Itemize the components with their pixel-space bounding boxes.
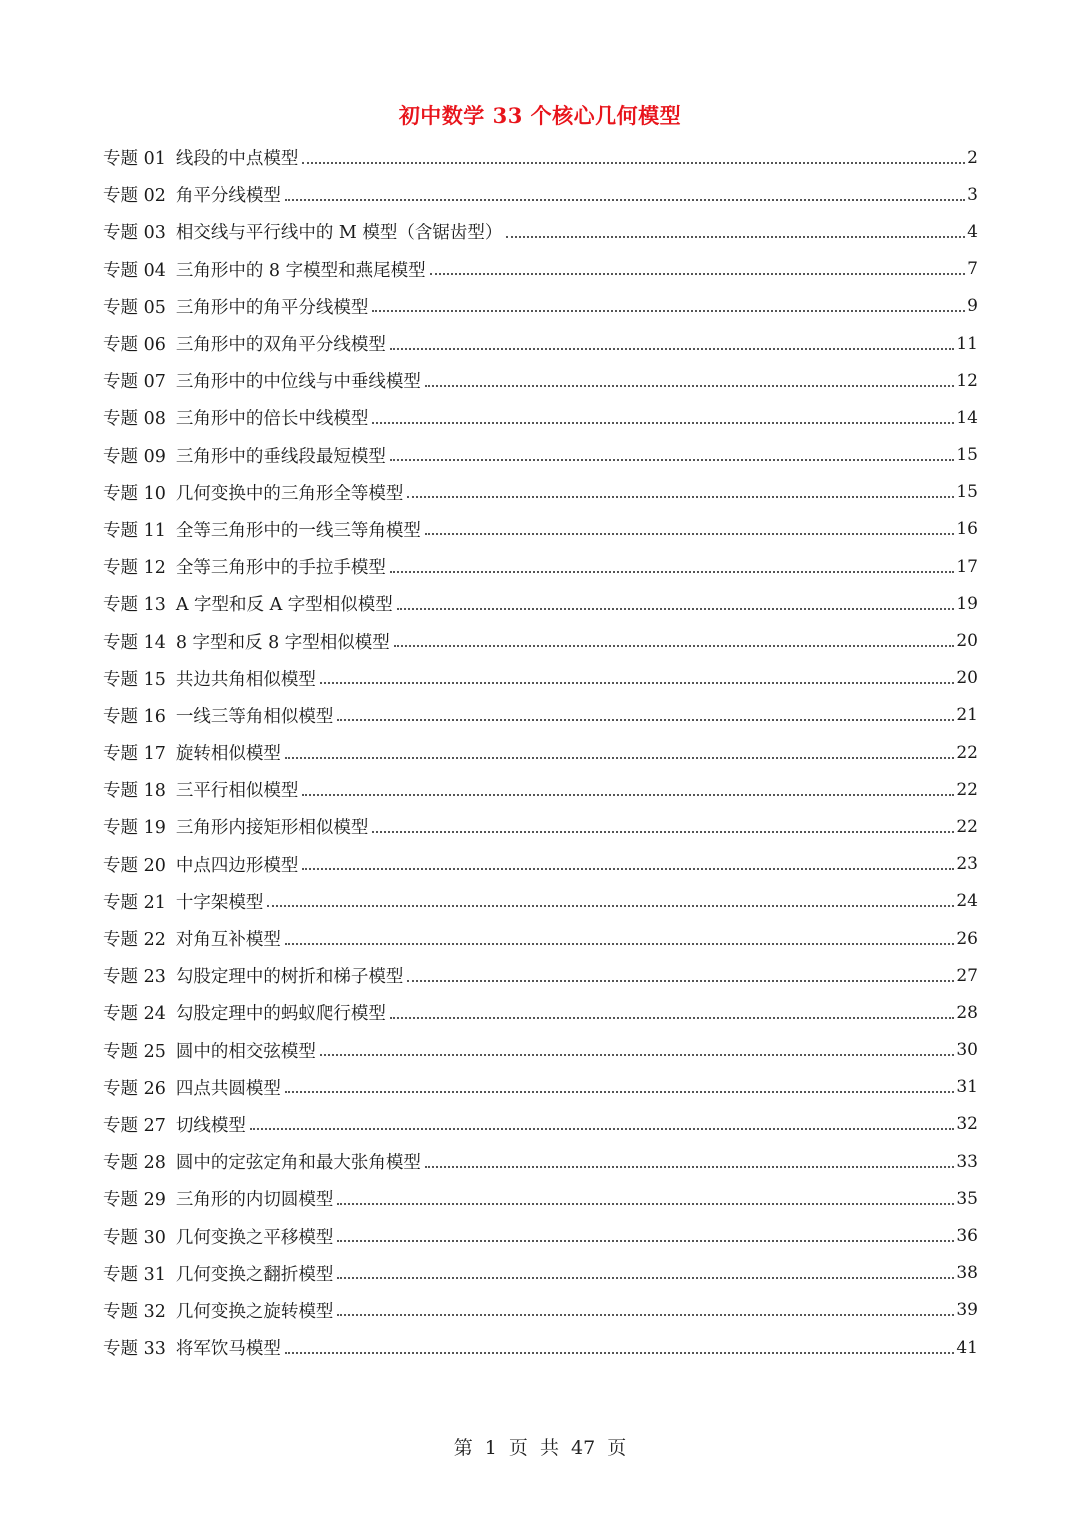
toc-entry-number: 专题 02 (103, 186, 166, 207)
toc-leader-dots (407, 966, 954, 986)
toc-leader-dots (320, 668, 955, 688)
toc-entry-title: 全等三角形中的手拉手模型 (175, 558, 386, 579)
toc-entry-title: 对角互补模型 (175, 930, 281, 951)
toc-entry-title: 圆中的定弦定角和最大张角模型 (175, 1153, 421, 1174)
page-footer: 第 1 页 共 47 页 (453, 1437, 627, 1459)
toc-leader-dots (430, 259, 966, 279)
toc-entry-title: 几何变换中的三角形全等模型 (175, 483, 404, 504)
toc-leader-dots (285, 743, 955, 763)
toc-entry-title: 将军饮马模型 (175, 1339, 281, 1360)
toc-entry-page-number: 22 (956, 816, 978, 837)
toc-entry-label (103, 1149, 425, 1174)
toc-entry-label (103, 1112, 250, 1137)
toc-entry-number: 专题 20 (103, 855, 166, 876)
toc-entry-label (103, 1298, 337, 1323)
toc-entry-title: 几何变换之旋转模型 (175, 1301, 334, 1322)
toc-entry-label (103, 331, 390, 356)
toc-entry[interactable] (103, 399, 978, 436)
toc-entry[interactable] (103, 1032, 978, 1069)
toc-entry-page-number: 32 (956, 1114, 978, 1135)
toc-entry-number: 专题 08 (103, 409, 166, 430)
toc-entry-page-number: 35 (956, 1188, 978, 1209)
toc-entry-number: 专题 21 (103, 892, 166, 913)
toc-entry[interactable] (103, 771, 978, 808)
toc-entry-label (103, 703, 337, 728)
toc-entry[interactable] (103, 920, 978, 957)
toc-leader-dots (250, 1114, 955, 1134)
toc-entry[interactable] (103, 994, 978, 1031)
toc-entry[interactable] (103, 808, 978, 845)
toc-entry-label (103, 1224, 337, 1249)
toc-entry-page-number: 39 (956, 1300, 978, 1321)
toc-entry-page-number: 26 (956, 928, 978, 949)
toc-entry-number: 专题 22 (103, 930, 166, 951)
toc-leader-dots (397, 594, 955, 614)
toc-entry[interactable] (103, 251, 978, 288)
toc-leader-dots (372, 408, 954, 428)
toc-entry[interactable] (103, 957, 978, 994)
toc-entry-title: 中点四边形模型 (175, 855, 299, 876)
toc-entry-title: 角平分线模型 (175, 186, 281, 207)
toc-entry-page-number: 2 (967, 147, 978, 168)
toc-entry-title: 三平行相似模型 (175, 781, 299, 802)
toc-leader-dots (394, 631, 955, 651)
toc-entry[interactable] (103, 548, 978, 585)
toc-entry-page-number: 41 (956, 1337, 978, 1358)
toc-entry-number: 专题 27 (103, 1115, 166, 1136)
toc-entry-title: 8 字型和反 8 字型相似模型 (175, 632, 390, 653)
toc-entry-page-number: 20 (956, 631, 978, 652)
toc-entry[interactable] (103, 883, 978, 920)
toc-entry[interactable] (103, 1329, 978, 1366)
toc-leader-dots (390, 445, 955, 465)
toc-entry-number: 专题 25 (103, 1041, 166, 1062)
toc-entry-number: 专题 16 (103, 706, 166, 727)
toc-entry-page-number: 28 (956, 1002, 978, 1023)
toc-entry[interactable] (103, 213, 978, 250)
toc-entry[interactable] (103, 1143, 978, 1180)
toc-entry-number: 专题 12 (103, 558, 166, 579)
toc-entry-label (103, 591, 397, 616)
toc-entry-label (103, 777, 302, 802)
toc-entry-label (103, 1038, 320, 1063)
toc-entry-page-number: 19 (956, 593, 978, 614)
toc-entry-page-number: 24 (956, 891, 978, 912)
toc-entry-title: 几何变换之翻折模型 (175, 1264, 334, 1285)
toc-entry-title: 三角形中的双角平分线模型 (175, 335, 386, 356)
toc-entry-number: 专题 13 (103, 595, 166, 616)
toc-entry-number: 专题 11 (103, 520, 166, 541)
toc-entry[interactable] (103, 1180, 978, 1217)
toc-entry-number: 专题 30 (103, 1227, 166, 1248)
toc-entry-page-number: 27 (956, 965, 978, 986)
toc-entry-label (103, 443, 390, 468)
toc-leader-dots (285, 1338, 955, 1358)
toc-leader-dots (285, 185, 965, 205)
toc-entry-page-number: 20 (956, 668, 978, 689)
toc-entry-title: 三角形中的倍长中线模型 (175, 409, 369, 430)
toc-entry-number: 专题 26 (103, 1078, 166, 1099)
toc-entry[interactable] (103, 660, 978, 697)
toc-entry-page-number: 12 (956, 370, 978, 391)
toc-entry[interactable] (103, 288, 978, 325)
toc-entry-page-number: 21 (956, 705, 978, 726)
toc-entry-page-number: 9 (967, 296, 978, 317)
toc-entry[interactable] (103, 1106, 978, 1143)
toc-leader-dots (302, 148, 965, 168)
toc-entry-page-number: 3 (967, 184, 978, 205)
toc-entry-label (103, 666, 320, 691)
toc-entry-label (103, 294, 372, 319)
toc-entry-label (103, 926, 285, 951)
toc-leader-dots (302, 854, 954, 874)
toc-leader-dots (425, 519, 955, 539)
toc-entry-number: 专题 17 (103, 744, 166, 765)
toc-entry[interactable] (103, 585, 978, 622)
toc-entry[interactable] (103, 1069, 978, 1106)
toc-entry-label (103, 1335, 285, 1360)
toc-entry-page-number: 4 (967, 221, 978, 242)
toc-entry[interactable] (103, 437, 978, 474)
toc-entry-number: 专题 18 (103, 781, 166, 802)
toc-leader-dots (390, 334, 955, 354)
toc-entry-page-number: 15 (956, 482, 978, 503)
toc-leader-dots (425, 1152, 955, 1172)
toc-entry-number: 专题 14 (103, 632, 166, 653)
toc-leader-dots (390, 557, 955, 577)
toc-entry[interactable] (103, 362, 978, 399)
toc-leader-dots (285, 1077, 955, 1097)
toc-entry[interactable] (103, 846, 978, 883)
toc-entry-page-number: 38 (956, 1263, 978, 1284)
toc-entry-label (103, 740, 285, 765)
toc-entry-page-number: 22 (956, 779, 978, 800)
toc-entry-label (103, 257, 430, 282)
toc-entry-title: 相交线与平行线中的 M 模型（含锯齿型） (175, 223, 503, 244)
toc-entry-number: 专题 29 (103, 1190, 166, 1211)
table-of-contents (103, 139, 978, 1366)
toc-entry-title: 三角形的内切圆模型 (175, 1190, 334, 1211)
toc-entry[interactable] (103, 697, 978, 734)
toc-entry-page-number: 15 (956, 445, 978, 466)
toc-leader-dots (425, 371, 955, 391)
toc-entry[interactable] (103, 734, 978, 771)
toc-entry-title: 三角形中的垂线段最短模型 (175, 446, 386, 467)
toc-entry-number: 专题 33 (103, 1339, 166, 1360)
toc-entry-page-number: 22 (956, 742, 978, 763)
toc-leader-dots (390, 1003, 955, 1023)
toc-leader-dots (337, 1300, 954, 1320)
toc-entry-title: 全等三角形中的一线三等角模型 (175, 520, 421, 541)
toc-leader-dots (267, 891, 954, 911)
toc-entry[interactable] (103, 511, 978, 548)
toc-entry-label (103, 145, 302, 170)
toc-entry-page-number: 31 (956, 1077, 978, 1098)
toc-leader-dots (337, 1189, 954, 1209)
toc-entry-title: 几何变换之平移模型 (175, 1227, 334, 1248)
toc-entry-label (103, 629, 394, 654)
toc-leader-dots (506, 222, 965, 242)
toc-leader-dots (372, 817, 954, 837)
toc-entry[interactable] (103, 1292, 978, 1329)
toc-leader-dots (337, 705, 954, 725)
toc-entry-title: 三角形中的中位线与中垂线模型 (175, 372, 421, 393)
toc-entry-label (103, 1261, 337, 1286)
toc-entry-number: 专题 03 (103, 223, 166, 244)
toc-entry-title: 圆中的相交弦模型 (175, 1041, 316, 1062)
toc-entry-label (103, 480, 407, 505)
toc-entry[interactable] (103, 176, 978, 213)
toc-entry-number: 专题 24 (103, 1004, 166, 1025)
toc-entry-number: 专题 01 (103, 149, 166, 170)
toc-entry-page-number: 11 (956, 333, 978, 354)
toc-entry[interactable] (103, 1255, 978, 1292)
toc-entry-number: 专题 09 (103, 446, 166, 467)
toc-entry-title: 一线三等角相似模型 (175, 706, 334, 727)
toc-entry-label (103, 554, 390, 579)
toc-entry-page-number: 33 (956, 1151, 978, 1172)
toc-entry-title: 三角形内接矩形相似模型 (175, 818, 369, 839)
document-title: 初中数学 33 个核心几何模型 (398, 103, 682, 128)
toc-entry-number: 专题 23 (103, 967, 166, 988)
toc-entry[interactable] (103, 474, 978, 511)
toc-entry-number: 专题 15 (103, 669, 166, 690)
toc-entry-page-number: 30 (956, 1040, 978, 1061)
toc-entry-page-number: 36 (956, 1226, 978, 1247)
toc-entry-number: 专题 07 (103, 372, 166, 393)
toc-entry-label (103, 889, 267, 914)
toc-entry[interactable] (103, 325, 978, 362)
toc-entry-label (103, 963, 407, 988)
toc-entry-title: 线段的中点模型 (175, 149, 299, 170)
toc-leader-dots (407, 482, 954, 502)
toc-entry-number: 专题 05 (103, 297, 166, 318)
toc-entry-page-number: 16 (956, 519, 978, 540)
toc-entry[interactable] (103, 139, 978, 176)
toc-entry-label (103, 852, 302, 877)
toc-entry-title: 切线模型 (175, 1115, 246, 1136)
toc-leader-dots (285, 929, 955, 949)
toc-entry[interactable] (103, 1217, 978, 1254)
toc-entry-label (103, 219, 506, 244)
toc-entry-page-number: 14 (956, 407, 978, 428)
toc-entry-page-number: 17 (956, 556, 978, 577)
toc-entry-label (103, 182, 285, 207)
toc-entry-title: 三角形中的 8 字模型和燕尾模型 (175, 260, 426, 281)
toc-leader-dots (320, 1040, 955, 1060)
toc-entry-label (103, 1186, 337, 1211)
toc-entry-number: 专题 19 (103, 818, 166, 839)
toc-entry-title: 四点共圆模型 (175, 1078, 281, 1099)
toc-entry-label (103, 405, 372, 430)
toc-entry-page-number: 7 (967, 259, 978, 280)
toc-entry-title: 勾股定理中的蚂蚁爬行模型 (175, 1004, 386, 1025)
toc-entry-number: 专题 06 (103, 335, 166, 356)
toc-entry-title: 共边共角相似模型 (175, 669, 316, 690)
toc-entry-label (103, 814, 372, 839)
toc-entry-number: 专题 04 (103, 260, 166, 281)
toc-entry-title: 勾股定理中的树折和梯子模型 (175, 967, 404, 988)
toc-entry-label (103, 368, 425, 393)
toc-leader-dots (372, 296, 965, 316)
toc-entry-title: 十字架模型 (175, 892, 264, 913)
toc-entry-label (103, 517, 425, 542)
toc-leader-dots (302, 780, 954, 800)
toc-leader-dots (337, 1226, 954, 1246)
toc-entry-page-number: 23 (956, 854, 978, 875)
toc-entry-label (103, 1000, 390, 1025)
toc-entry-number: 专题 10 (103, 483, 166, 504)
toc-entry-number: 专题 32 (103, 1301, 166, 1322)
toc-entry-label (103, 1075, 285, 1100)
toc-entry-number: 专题 28 (103, 1153, 166, 1174)
toc-entry-title: 三角形中的角平分线模型 (175, 297, 369, 318)
toc-entry-title: 旋转相似模型 (175, 744, 281, 765)
toc-entry[interactable] (103, 622, 978, 659)
toc-entry-title: A 字型和反 A 字型相似模型 (175, 595, 393, 616)
toc-leader-dots (337, 1263, 954, 1283)
toc-entry-number: 专题 31 (103, 1264, 166, 1285)
